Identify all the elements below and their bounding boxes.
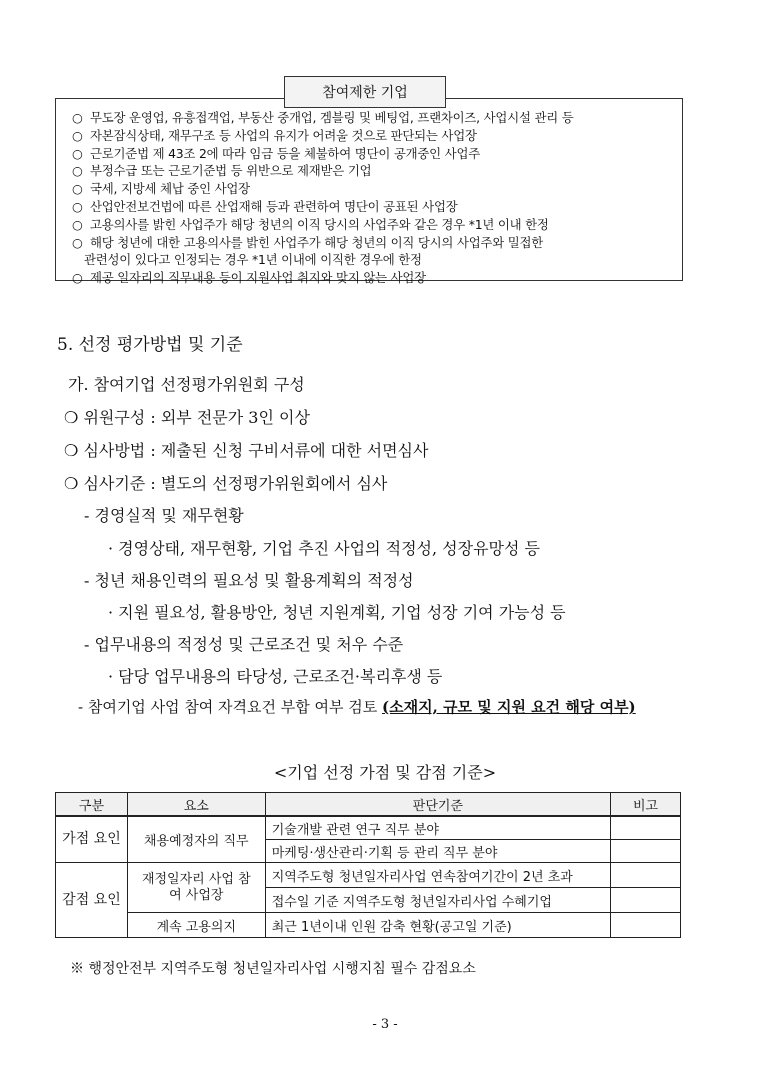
header-criteria: 판단기준 — [265, 793, 610, 817]
subsection-heading: 가. 참여기업 선정평가위원회 구성 — [68, 375, 305, 394]
circle-bullet-icon: ○ — [72, 216, 83, 232]
circle-bullet-icon: ○ — [72, 270, 83, 286]
penalty-criteria-3: 최근 1년이내 인원 감축 현황(공고일 기준) — [265, 913, 610, 938]
bonus-criteria-2: 마케팅·생산관리·기획 등 관리 직무 분야 — [265, 840, 610, 863]
eligibility-emphasis: (소재지, 규모 및 지원 요건 해당 여부) — [382, 698, 636, 716]
bonus-category: 가점 요인 — [56, 816, 128, 863]
bonus-criteria-1: 기술개발 관련 연구 직무 분야 — [265, 816, 610, 840]
criterion-work-conditions: - 업무내용의 적정성 및 근로조건 및 처우 수준 — [84, 635, 404, 654]
table-row — [56, 816, 681, 840]
restriction-item: ○ 제공 일자리의 직무내용 등이 지원사업 취지와 맞지 않는 사업장 — [72, 270, 426, 286]
restriction-item: ○ 무도장 운영업, 유흥접객업, 부동산 중개업, 겜블링 및 베팅업, 프랜차이즈, 사업시설 관리 등 — [72, 110, 574, 125]
remarks-cell — [611, 816, 681, 840]
restriction-list — [72, 109, 677, 287]
restriction-item-continued: 관련성이 있다고 인정되는 경우 *1년 이내에 이직한 경우에 한정 — [84, 252, 422, 268]
criterion-management: - 경영실적 및 재무현황 — [84, 506, 244, 525]
header-remarks: 비고 — [611, 793, 681, 817]
restriction-box-title: 참여제한 기업 — [284, 76, 446, 108]
criterion-work-conditions-detail: · 담당 업무내용의 타당성, 근로조건·복리후생 등 — [108, 667, 443, 686]
circle-bullet-icon: ❍ — [64, 441, 79, 460]
remarks-cell — [611, 913, 681, 938]
restriction-item: ○ 국세, 지방세 체납 중인 사업장 — [72, 181, 250, 197]
bonus-penalty-table — [55, 792, 681, 938]
circle-bullet-icon: ○ — [72, 163, 83, 179]
circle-bullet-icon: ○ — [72, 110, 83, 125]
restriction-item: ○ 부정수급 또는 근로기준법 등 위반으로 제재받은 기업 — [72, 163, 372, 179]
header-element: 요소 — [127, 793, 265, 817]
table-row — [56, 863, 681, 888]
penalty-category: 감점 요인 — [56, 863, 128, 938]
circle-bullet-icon: ❍ — [64, 408, 79, 427]
committee-composition: ❍ 위원구성 : 외부 전문가 3인 이상 — [64, 408, 310, 427]
restriction-item: ○ 해당 청년에 대한 고용의사를 밝힌 사업주가 해당 청년의 이직 당시의 사업주와 밀접한 — [72, 234, 544, 250]
penalty-element-1: 재정일자리 사업 참여 사업장 — [127, 863, 265, 913]
circle-bullet-icon: ○ — [72, 198, 83, 214]
restriction-item: ○ 고용의사를 밝힌 사업주가 해당 청년의 이직 당시의 사업주와 같은 경우 *1년 이내 한정 — [72, 216, 549, 232]
criterion-youth-hiring: - 청년 채용인력의 필요성 및 활용계획의 적정성 — [84, 571, 414, 590]
table-header-row — [56, 793, 681, 817]
remarks-cell — [611, 863, 681, 888]
restriction-item: ○ 자본잠식상태, 재무구조 등 사업의 유지가 어려울 것으로 판단되는 사업장 — [72, 127, 477, 143]
penalty-criteria-1: 지역주도형 청년일자리사업 연속참여기간이 2년 초과 — [265, 863, 610, 888]
circle-bullet-icon: ○ — [72, 234, 83, 250]
table-caption: <기업 선정 가점 및 감점 기준> — [273, 763, 497, 782]
penalty-element-2: 계속 고용의지 — [127, 913, 265, 938]
table-note: ※ 행정안전부 지역주도형 청년일자리사업 시행지침 필수 감점요소 — [70, 961, 476, 977]
remarks-cell — [611, 840, 681, 863]
circle-bullet-icon: ○ — [72, 145, 83, 161]
criterion-eligibility: - 참여기업 사업 참여 자격요건 부합 여부 검토 (소재지, 규모 및 지원 요건 해당 여부) — [78, 698, 636, 716]
section-heading: 5. 선정 평가방법 및 기준 — [57, 335, 243, 355]
circle-bullet-icon: ○ — [72, 127, 83, 143]
criterion-youth-hiring-detail: · 지원 필요성, 활용방안, 청년 지원계획, 기업 성장 기여 가능성 등 — [108, 603, 566, 622]
bonus-element: 채용예정자의 직무 — [127, 816, 265, 863]
circle-bullet-icon: ❍ — [64, 474, 79, 493]
circle-bullet-icon: ○ — [72, 181, 83, 197]
restriction-item: ○ 산업안전보건법에 따른 산업재해 등과 관련하여 명단이 공표된 사업장 — [72, 198, 458, 214]
table-row — [56, 913, 681, 938]
remarks-cell — [611, 888, 681, 913]
header-category: 구분 — [56, 793, 128, 817]
page-number: - 3 - — [372, 1017, 398, 1032]
restriction-item: ○ 근로기준법 제 43조 2에 따라 임금 등을 체불하여 명단이 공개중인 사업주 — [72, 145, 480, 161]
review-criteria: ❍ 심사기준 : 별도의 선정평가위원회에서 심사 — [64, 474, 388, 493]
penalty-criteria-2: 접수일 기준 지역주도형 청년일자리사업 수혜기업 — [265, 888, 610, 913]
review-method: ❍ 심사방법 : 제출된 신청 구비서류에 대한 서면심사 — [64, 441, 429, 460]
criterion-management-detail: · 경영상태, 재무현황, 기업 추진 사업의 적정성, 성장유망성 등 — [108, 539, 540, 558]
